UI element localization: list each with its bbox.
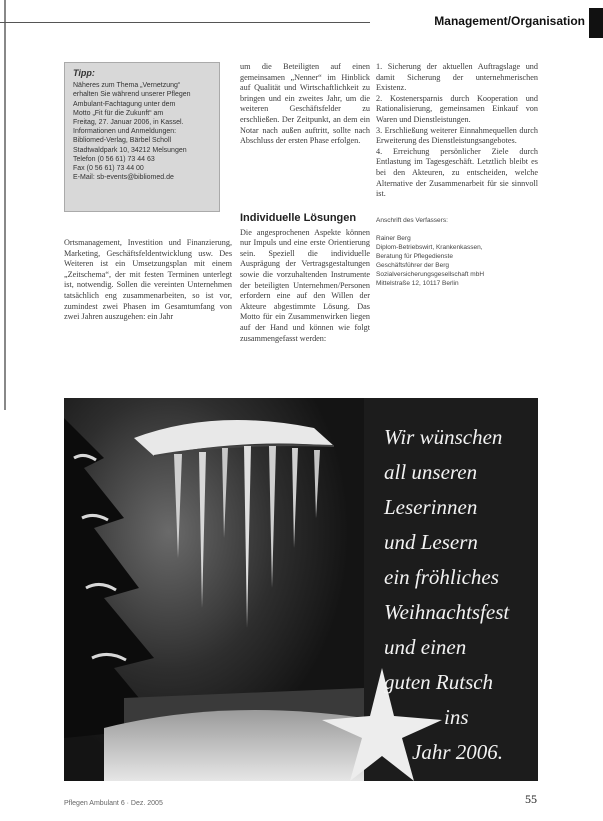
tipp-line: Motto „Fit für die Zukunft“ am bbox=[73, 109, 164, 117]
page-header bbox=[0, 8, 603, 38]
header-rule bbox=[0, 22, 370, 23]
greeting-line: Weihnachtsfest bbox=[384, 600, 510, 624]
list-item: 4. Erreichung persönlicher Ziele durch Entlastung im Tagesgeschäft. Letztlich bleibt es bei den Akteuren, zu entscheiden, welche Alternative der Zusammenarbeit für sie sinnvoll ist. bbox=[376, 146, 538, 199]
list-item: 2. Kostenersparnis durch Kooperation und Rationalisierung, gemeinsamen Einkauf von Waren und Dienstleistungen. bbox=[376, 93, 538, 124]
tipp-line: Informationen und Anmeldungen: bbox=[73, 128, 177, 136]
tipp-line: Ambulant-Fachtagung unter dem bbox=[73, 100, 176, 108]
greeting-line: ins bbox=[444, 705, 469, 729]
tipp-line: Näheres zum Thema „Vernetzung“ bbox=[73, 82, 181, 90]
tipp-line: Fax (0 56 61) 73 44 00 bbox=[73, 165, 144, 173]
author-line: Beratung für Pflegedienste bbox=[376, 253, 453, 261]
header-tab bbox=[589, 8, 603, 38]
article-column-1 bbox=[64, 238, 232, 323]
tipp-line: Telefon (0 56 61) 73 44 63 bbox=[73, 155, 155, 163]
greeting-line: Leserinnen bbox=[384, 495, 478, 519]
tipp-line: Freitag, 27. Januar 2006, in Kassel. bbox=[73, 119, 184, 127]
tipp-line: Bibliomed-Verlag, Bärbel Scholl bbox=[73, 137, 172, 145]
list-item: 3. Erschließung weiterer Einnahmequellen durch Erweiterung des Dienstleistungsangebotes. bbox=[376, 125, 538, 146]
christmas-greeting-image bbox=[64, 398, 538, 781]
greeting-line: Jahr 2006. bbox=[412, 740, 503, 764]
article-column-2-lower bbox=[240, 213, 370, 344]
page-number: 55 bbox=[525, 792, 537, 806]
author-line: Sozialversicherungsgesellschaft mbH bbox=[376, 271, 485, 279]
author-line: Diplom-Betriebswirt, Krankenkassen, bbox=[376, 244, 483, 252]
column-2-text: um die Beteiligten auf einen gemeinsamen „Nenner“ im Hinblick auf Qualität und Wirtschaftlichkeit zu bringen und ein zweites Jahr, um die weiteren Geschäftsfelder zu erschließen. Der Zeitpunkt, an dem ein Notar nach außen auftritt, sollte nach Abschluss der ersten Phase erfolgen. bbox=[240, 62, 370, 146]
greeting-line: und Lesern bbox=[384, 530, 478, 554]
tipp-line: Stadtwaldpark 10, 34212 Melsungen bbox=[73, 146, 187, 154]
column-2-text-2: Die angesprochenen Aspekte können nur Impuls und eine erste Orientierung sein. Speziell die individuelle Ausprägung der Vertragsgestaltungen sowie die vorzuhaltenden Instrumente der beteiligten Unternehmen/Personen erfordern eine auf den Willen der Akteure abgestimmte Lösung. Das Motto für ein Zusammenwirken liegen auf der Hand und können wie folgt zusammengefasst werden: bbox=[240, 227, 370, 343]
tipp-line: erhalten Sie während unserer Pflegen bbox=[73, 91, 191, 99]
greeting-line: Wir wünschen bbox=[384, 425, 503, 449]
greeting-line: und einen bbox=[384, 635, 467, 659]
author-line: Geschäftsführer der Berg bbox=[376, 262, 449, 270]
tipp-title: Tipp: bbox=[73, 68, 95, 78]
greeting-line: all unseren bbox=[384, 460, 478, 484]
margin-line bbox=[4, 0, 6, 410]
section-title: Management/Organisation bbox=[434, 14, 585, 28]
column-1-text: Ortsmanagement, Investition und Finanzierung, Marketing, Geschäftsfeldentwicklung usw. Des Weiteren ist ein Umsetzungsplan mit einem „Zeitschema“, der mit festen Terminen unterlegt ist, notwendig. Sollen die vereinten Unternehmen tatsächlich eng zusammenarbeiten, so ist vor, zumindest zwei Phasen im Gesamtumfang von zwei Jahren auszugehen: ein Jahr bbox=[64, 238, 232, 322]
article-column-2 bbox=[240, 62, 370, 147]
greeting-line: guten Rutsch bbox=[384, 670, 494, 694]
greeting-text bbox=[384, 420, 534, 770]
page-footer bbox=[64, 800, 538, 807]
author-label: Anschrift des Verfassers: bbox=[376, 216, 448, 224]
author-line: Rainer Berg bbox=[376, 235, 411, 243]
tipp-email: E-Mail: sb-events@bibliomed.de bbox=[73, 174, 174, 182]
journal-citation: Pflegen Ambulant 6 · Dez. 2005 bbox=[64, 800, 163, 807]
subheading: Individuelle Lösungen bbox=[240, 212, 357, 224]
author-address bbox=[376, 234, 538, 288]
greeting-line: ein fröhliches bbox=[384, 565, 499, 589]
tipp-box bbox=[64, 62, 220, 212]
author-line: Mittelstraße 12, 10117 Berlin bbox=[376, 280, 459, 288]
article-column-3 bbox=[376, 62, 538, 288]
list-item: 1. Sicherung der aktuellen Auftragslage und damit Sicherung der unternehmerischen Existenz. bbox=[376, 62, 538, 93]
